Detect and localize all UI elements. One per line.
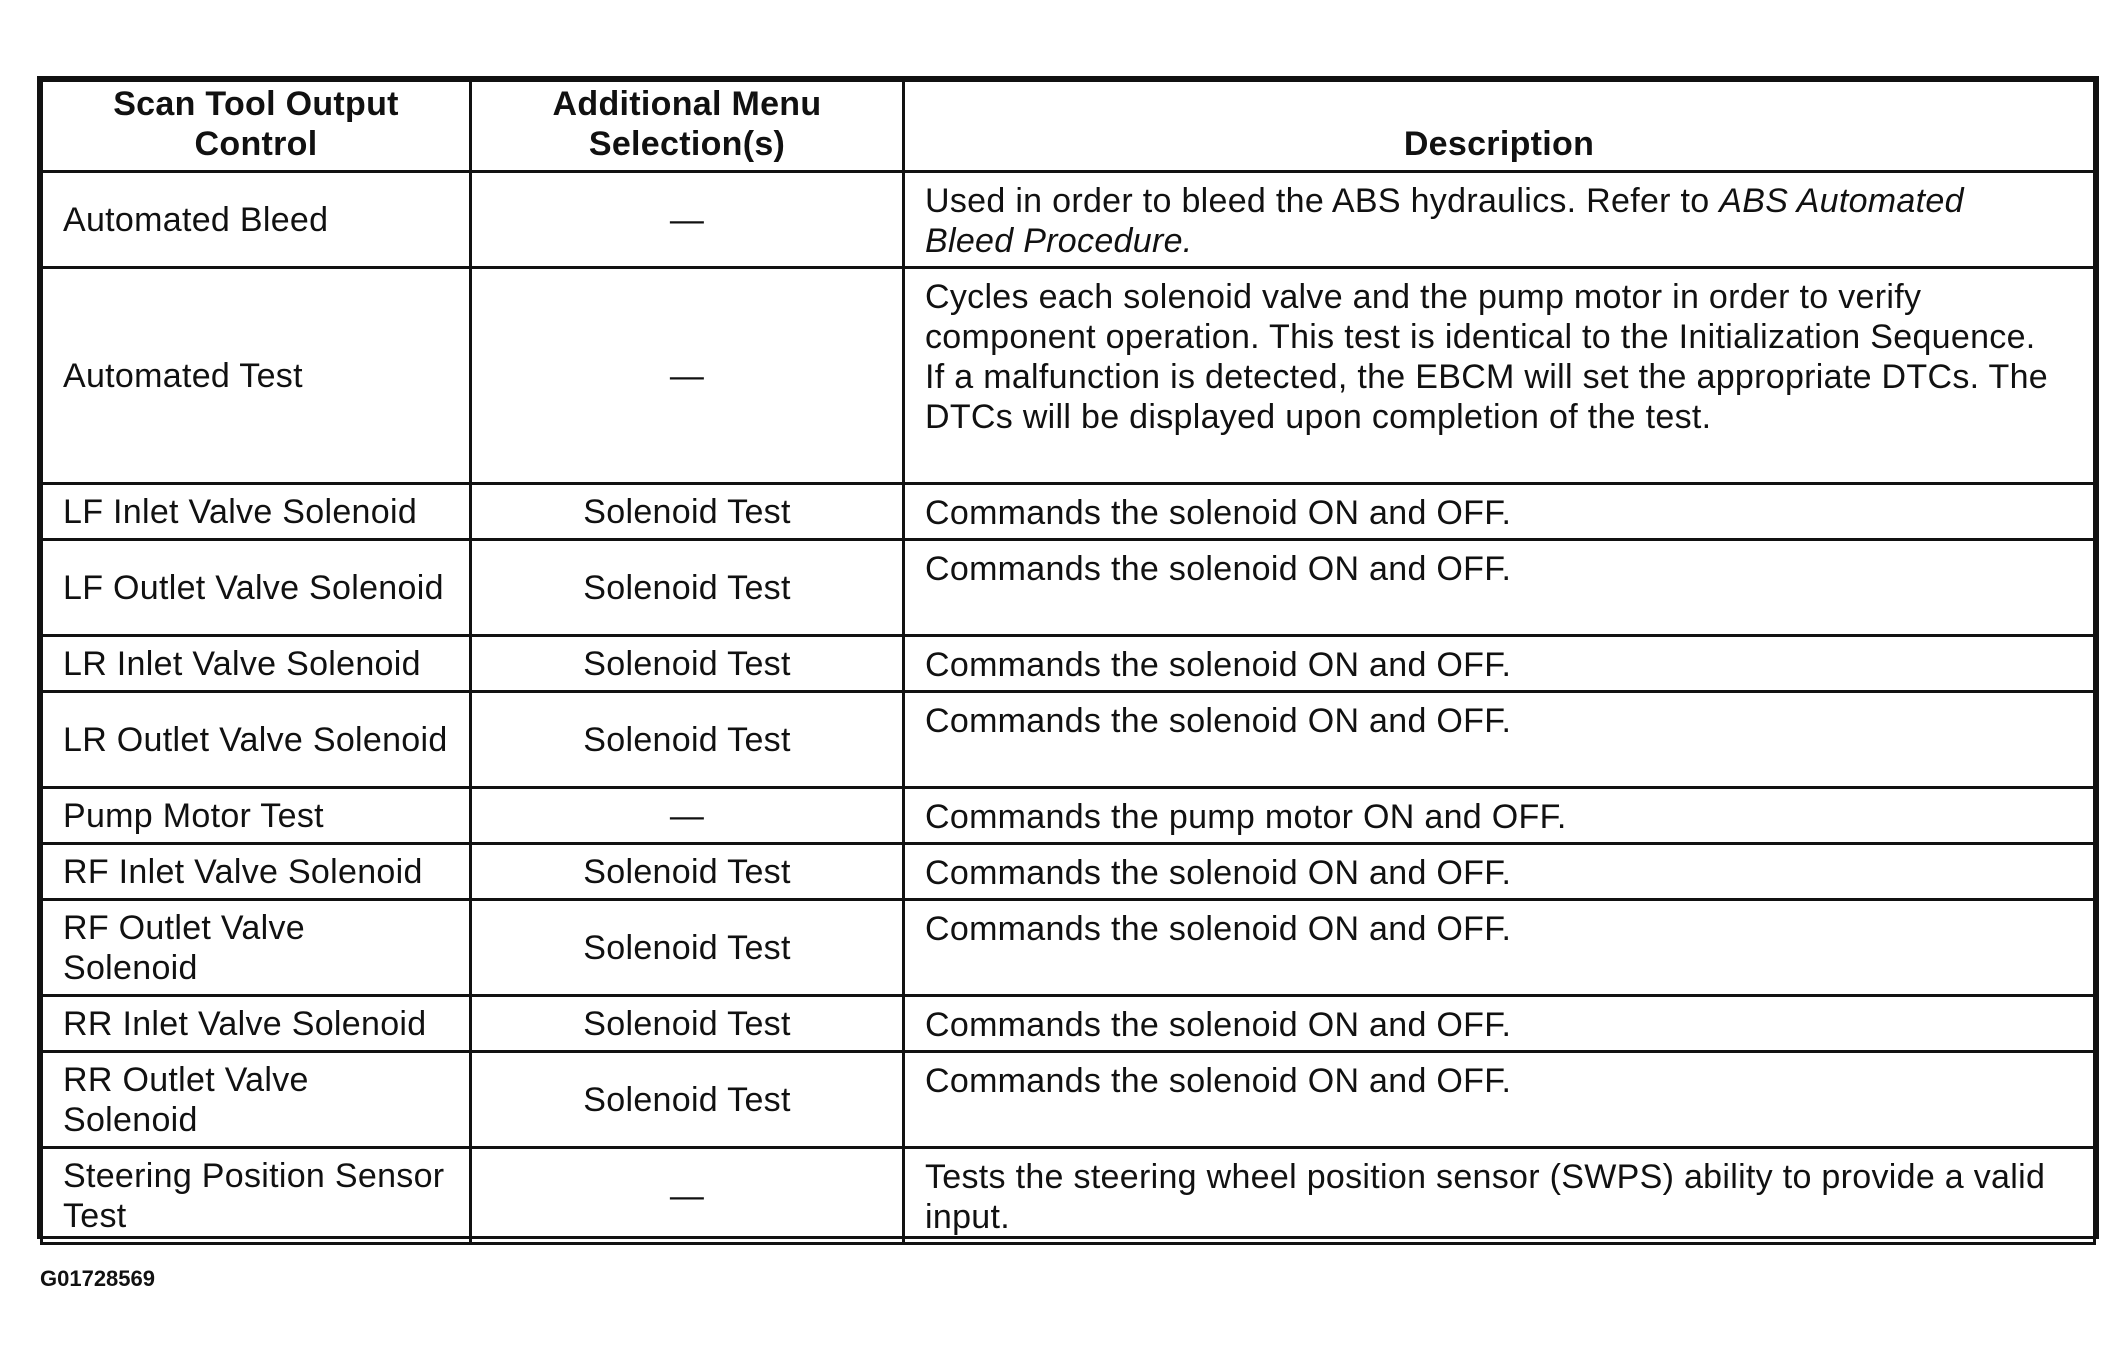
table-row bbox=[42, 788, 2095, 844]
cell-control: LF Outlet Valve Solenoid bbox=[42, 540, 471, 636]
cell-menu-selection: Solenoid Test bbox=[471, 844, 904, 900]
cell-description: Commands the solenoid ON and OFF. bbox=[904, 692, 2095, 788]
cell-menu-selection: Solenoid Test bbox=[471, 692, 904, 788]
procedure-reference: ABS Automated Bleed Procedure. bbox=[925, 182, 1964, 260]
cell-menu-selection: Solenoid Test bbox=[471, 996, 904, 1052]
cell-menu-selection: Solenoid Test bbox=[471, 540, 904, 636]
output-control-table-frame bbox=[37, 76, 2099, 1239]
cell-description: Commands the solenoid ON and OFF. bbox=[904, 484, 2095, 540]
table-row bbox=[42, 692, 2095, 788]
table-header-row bbox=[42, 81, 2095, 172]
cell-control: Automated Bleed bbox=[42, 172, 471, 268]
header-additional-menu-selections: Additional Menu Selection(s) bbox=[471, 81, 904, 172]
cell-menu-selection: — bbox=[471, 1148, 904, 1244]
output-control-table bbox=[40, 79, 2096, 1245]
header-scan-tool-output-control: Scan Tool Output Control bbox=[42, 81, 471, 172]
cell-control: LF Inlet Valve Solenoid bbox=[42, 484, 471, 540]
cell-description: Commands the solenoid ON and OFF. bbox=[904, 844, 2095, 900]
table-row bbox=[42, 844, 2095, 900]
cell-control: RF Outlet Valve Solenoid bbox=[42, 900, 471, 996]
table-row bbox=[42, 1148, 2095, 1244]
table-row bbox=[42, 172, 2095, 268]
cell-description bbox=[904, 172, 2095, 268]
cell-description: Commands the solenoid ON and OFF. bbox=[904, 996, 2095, 1052]
table-row bbox=[42, 484, 2095, 540]
cell-menu-selection: — bbox=[471, 268, 904, 484]
cell-menu-selection: Solenoid Test bbox=[471, 484, 904, 540]
cell-control: LR Outlet Valve Solenoid bbox=[42, 692, 471, 788]
cell-control: Steering Position Sensor Test bbox=[42, 1148, 471, 1244]
cell-description: Commands the solenoid ON and OFF. bbox=[904, 900, 2095, 996]
cell-description: Commands the solenoid ON and OFF. bbox=[904, 636, 2095, 692]
cell-control: RF Inlet Valve Solenoid bbox=[42, 844, 471, 900]
table-row bbox=[42, 636, 2095, 692]
cell-menu-selection: — bbox=[471, 788, 904, 844]
table-row bbox=[42, 540, 2095, 636]
table-row bbox=[42, 900, 2095, 996]
cell-description: Commands the solenoid ON and OFF. bbox=[904, 540, 2095, 636]
cell-control: RR Inlet Valve Solenoid bbox=[42, 996, 471, 1052]
table-row bbox=[42, 996, 2095, 1052]
table-row bbox=[42, 1052, 2095, 1148]
cell-menu-selection: — bbox=[471, 172, 904, 268]
cell-description: Tests the steering wheel position sensor (SWPS) ability to provide a valid input. bbox=[904, 1148, 2095, 1244]
table-row bbox=[42, 268, 2095, 484]
cell-description: Commands the solenoid ON and OFF. bbox=[904, 1052, 2095, 1148]
cell-description: Cycles each solenoid valve and the pump motor in order to verify component operation. This test is identical to the Initialization Sequence. If a malfunction is detected, the EBCM will set the appropriate DTCs. The DTCs will be displayed upon completion of the test. bbox=[904, 268, 2095, 484]
cell-control: LR Inlet Valve Solenoid bbox=[42, 636, 471, 692]
cell-description: Commands the pump motor ON and OFF. bbox=[904, 788, 2095, 844]
cell-menu-selection: Solenoid Test bbox=[471, 900, 904, 996]
cell-menu-selection: Solenoid Test bbox=[471, 1052, 904, 1148]
cell-control: Pump Motor Test bbox=[42, 788, 471, 844]
description-text: Used in order to bleed the ABS hydraulics. Refer to bbox=[925, 182, 1720, 220]
cell-control: Automated Test bbox=[42, 268, 471, 484]
header-description: Description bbox=[904, 81, 2095, 172]
cell-control: RR Outlet Valve Solenoid bbox=[42, 1052, 471, 1148]
cell-menu-selection: Solenoid Test bbox=[471, 636, 904, 692]
figure-id: G01728569 bbox=[40, 1266, 155, 1291]
